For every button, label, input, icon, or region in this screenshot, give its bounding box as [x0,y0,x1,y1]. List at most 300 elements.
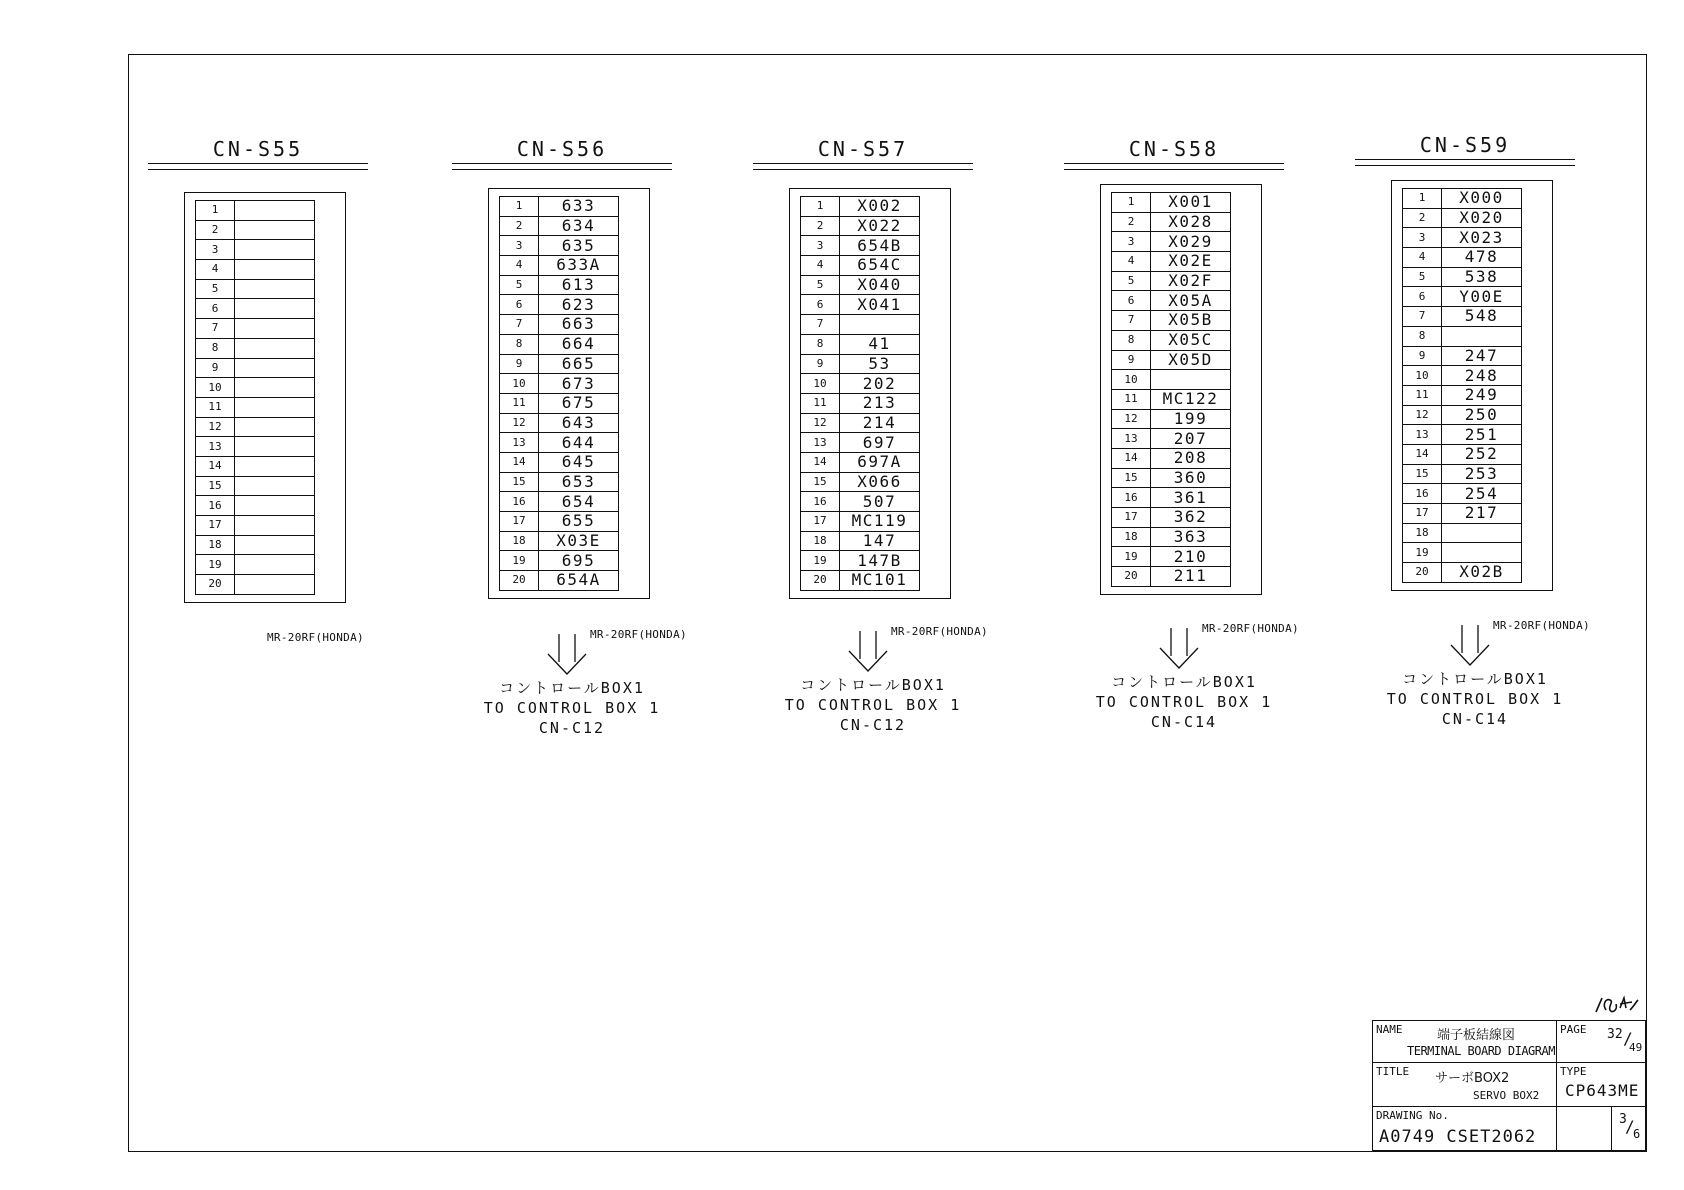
pin-row [801,256,920,276]
type-label: TYPE [1560,1065,1587,1078]
pin-number: 16 [1112,488,1151,508]
pin-box [1100,184,1262,595]
pin-row [196,555,315,575]
wire-label: X020 [1442,208,1522,228]
down-arrow-icon [547,634,589,676]
pin-row [196,516,315,536]
pin-row [500,295,619,315]
pin-box [184,192,346,603]
pin-number: 9 [196,358,235,378]
title-block [1372,1020,1646,1151]
down-arrow-icon [1450,625,1492,667]
pin-number: 3 [500,236,539,256]
wire-label: 199 [1151,409,1231,429]
pin-number: 20 [801,571,840,591]
pin-number: 10 [500,374,539,394]
pin-row [1112,193,1231,213]
pin-row [801,433,920,453]
pin-number: 8 [801,334,840,354]
destination-connector: CN-C14 [1150,713,1218,731]
wire-label: X02B [1442,563,1522,583]
pin-number: 15 [500,472,539,492]
pin-box [789,188,951,599]
pin-number: 8 [196,338,235,358]
pin-number: 10 [1403,366,1442,386]
pin-row [801,236,920,256]
pin-number: 5 [196,279,235,299]
pin-number: 18 [500,531,539,551]
connector-title: CN-S57 [817,137,909,161]
model-label: MR-20RF(HONDA) [1493,619,1590,632]
pin-row [801,216,920,236]
title-underline [1064,162,1284,170]
pin-row [1112,508,1231,528]
pin-number: 12 [1112,409,1151,429]
wire-label: 252 [1442,444,1522,464]
title-underline [148,162,368,170]
wire-label: X041 [840,295,920,315]
wire-label: 654A [539,571,619,591]
model-label: MR-20RF(HONDA) [891,625,988,638]
wire-label [235,476,315,496]
model-label: MR-20RF(HONDA) [267,631,364,644]
pin-number: 17 [1403,504,1442,524]
pin-row [196,319,315,339]
pin-table [1402,188,1522,583]
pin-table [1111,192,1231,587]
pin-number: 20 [1112,567,1151,587]
pin-row [500,334,619,354]
wire-label: 654B [840,236,920,256]
wire-label [235,535,315,555]
pin-row [196,358,315,378]
pin-row [1112,448,1231,468]
page-number: 32 [1607,1027,1623,1042]
wire-label: X02E [1151,252,1231,272]
pin-number: 5 [801,275,840,295]
destination-jp: コントロールBOX1 [1111,673,1257,691]
wire-label: 217 [1442,504,1522,524]
wire-label: 653 [539,472,619,492]
pin-row [1112,232,1231,252]
wire-label: 655 [539,512,619,532]
pin-row [1403,543,1522,563]
page-total: 49 [1629,1041,1643,1054]
wire-label [235,555,315,575]
pin-number: 2 [500,216,539,236]
title-jp: サーボBOX2 [1435,1071,1510,1086]
pin-row [801,354,920,374]
drawing-label: DRAWING No. [1376,1109,1449,1122]
wire-label: X05C [1151,330,1231,350]
wire-label: 635 [539,236,619,256]
pin-number: 7 [1403,307,1442,327]
pin-row [1112,429,1231,449]
page-label: PAGE [1560,1023,1587,1036]
pin-row [500,531,619,551]
pin-number: 3 [801,236,840,256]
pin-number: 4 [1112,252,1151,272]
wire-label: 211 [1151,567,1231,587]
pin-row [1403,346,1522,366]
pin-row [500,551,619,571]
wire-label: 623 [539,295,619,315]
wire-label: 507 [840,492,920,512]
pin-number: 4 [1403,248,1442,268]
pin-number: 9 [801,354,840,374]
pin-number: 12 [500,413,539,433]
pin-number: 4 [196,260,235,280]
destination-label [1074,672,1294,732]
wire-label: Y00E [1442,287,1522,307]
name-en: TERMINAL BOARD DIAGRAM [1407,1044,1555,1058]
name-jp: 端子板結線図 [1437,1028,1516,1043]
wire-label [235,299,315,319]
pin-row [1403,385,1522,405]
pin-number: 19 [801,551,840,571]
pin-row [196,279,315,299]
pin-row [196,338,315,358]
wire-label: X022 [840,216,920,236]
wire-label: X040 [840,275,920,295]
wire-label: 363 [1151,527,1231,547]
pin-row [801,413,920,433]
wire-label: 147 [840,531,920,551]
destination-jp: コントロールBOX1 [1402,670,1548,688]
pin-row [196,575,315,595]
destination-jp: コントロールBOX1 [499,679,645,697]
pin-number: 9 [1403,346,1442,366]
pin-number: 20 [1403,563,1442,583]
pin-number: 19 [1112,547,1151,567]
wire-label: 147B [840,551,920,571]
pin-number: 2 [801,216,840,236]
pin-row [500,374,619,394]
pin-number: 16 [500,492,539,512]
pin-row [196,260,315,280]
pin-row [1112,252,1231,272]
wire-label: X001 [1151,193,1231,213]
pin-row [801,275,920,295]
pin-number: 4 [500,256,539,276]
wire-label: X05D [1151,350,1231,370]
pin-row [1112,212,1231,232]
wire-label [1442,523,1522,543]
wire-label: 362 [1151,508,1231,528]
wire-label: 478 [1442,248,1522,268]
pin-row [801,472,920,492]
pin-row [1112,488,1231,508]
pin-row [196,496,315,516]
wire-label: X02F [1151,271,1231,291]
pin-row [801,374,920,394]
pin-row [1112,311,1231,331]
wire-label: 247 [1442,346,1522,366]
wire-label [235,240,315,260]
pin-number: 16 [801,492,840,512]
pin-number: 10 [196,378,235,398]
destination-en: TO CONTROL BOX 1 [1386,690,1564,708]
destination-en: TO CONTROL BOX 1 [1095,693,1273,711]
pin-number: 7 [801,315,840,335]
wire-label: X03E [539,531,619,551]
pin-row [1403,248,1522,268]
wire-label [235,437,315,457]
name-cell [1373,1021,1557,1063]
pin-row [500,197,619,217]
wire-label [235,319,315,339]
wire-label [1442,326,1522,346]
drawing-number-cell [1373,1107,1557,1150]
wire-label: X066 [840,472,920,492]
wire-label: 697 [840,433,920,453]
pin-number: 5 [1112,271,1151,291]
pin-number: 19 [1403,543,1442,563]
wire-label [235,378,315,398]
wire-label: 250 [1442,405,1522,425]
pin-number: 2 [1403,208,1442,228]
wire-label [235,260,315,280]
pin-number: 1 [1403,189,1442,209]
pin-row [196,201,315,221]
pin-row [1403,444,1522,464]
connector-title: CN-S58 [1128,137,1220,161]
pin-number: 6 [500,295,539,315]
pin-row [1403,464,1522,484]
wire-label [235,279,315,299]
pin-row [801,295,920,315]
pin-number: 7 [500,315,539,335]
pin-row [1403,208,1522,228]
wire-label: 548 [1442,307,1522,327]
pin-row [1112,409,1231,429]
pin-number: 8 [1112,330,1151,350]
wire-label: 249 [1442,385,1522,405]
down-arrow-icon [1159,628,1201,670]
pin-row [196,397,315,417]
title-label: TITLE [1376,1065,1410,1078]
pin-number: 11 [1112,389,1151,409]
destination-connector: CN-C14 [1441,710,1509,728]
pin-row [196,220,315,240]
pin-row [1403,563,1522,583]
pin-number: 15 [196,476,235,496]
pin-table [499,196,619,591]
wire-label: X05B [1151,311,1231,331]
destination-en: TO CONTROL BOX 1 [784,696,962,714]
wire-label: X029 [1151,232,1231,252]
pin-row [801,571,920,591]
pin-row [1112,527,1231,547]
pin-number: 14 [500,452,539,472]
pin-row [196,299,315,319]
connector-title: CN-S55 [212,137,304,161]
pin-number: 1 [196,201,235,221]
type-cell [1557,1063,1645,1107]
pin-number: 8 [500,334,539,354]
pin-number: 6 [1112,291,1151,311]
pin-row [1112,547,1231,567]
connector-cn-s57 [753,136,973,590]
connector-title: CN-S59 [1419,133,1511,157]
connector-title: CN-S56 [516,137,608,161]
pin-number: 7 [1112,311,1151,331]
pin-number: 17 [500,512,539,532]
pin-number: 8 [1403,326,1442,346]
wire-label: 665 [539,354,619,374]
title-underline [452,162,672,170]
wire-label: 53 [840,354,920,374]
destination-label [462,678,682,738]
pin-number: 12 [1403,405,1442,425]
wire-label: MC101 [840,571,920,591]
pin-row [500,452,619,472]
wire-label: 613 [539,275,619,295]
pin-row [1403,287,1522,307]
pin-row [801,492,920,512]
pin-number: 18 [801,531,840,551]
wire-label: 654 [539,492,619,512]
destination-jp: コントロールBOX1 [800,676,946,694]
wire-label: 214 [840,413,920,433]
handwritten-note [1592,990,1640,1018]
pin-row [1403,425,1522,445]
pin-row [1112,291,1231,311]
connector-cn-s55 [148,136,368,591]
wire-label [235,456,315,476]
pin-number: 6 [196,299,235,319]
pin-row [1403,366,1522,386]
pin-number: 14 [196,456,235,476]
pin-row [500,315,619,335]
pin-row [500,236,619,256]
pin-row [196,456,315,476]
pin-row [801,315,920,335]
wire-label [235,220,315,240]
destination-en: TO CONTROL BOX 1 [483,699,661,717]
pin-number: 18 [1112,527,1151,547]
wire-label: 361 [1151,488,1231,508]
wire-label: 675 [539,393,619,413]
pin-row [500,275,619,295]
pin-number: 10 [1112,370,1151,390]
pin-number: 5 [500,275,539,295]
destination-connector: CN-C12 [538,719,606,737]
pin-row [1403,484,1522,504]
pin-row [1112,567,1231,587]
wire-label [840,315,920,335]
wire-label: 210 [1151,547,1231,567]
pin-row [196,437,315,457]
pin-number: 3 [1403,228,1442,248]
connector-cn-s59 [1355,133,1575,582]
pin-number: 4 [801,256,840,276]
wire-label: 697A [840,452,920,472]
wire-label: 633 [539,197,619,217]
pin-number: 14 [1403,444,1442,464]
destination-label [1365,669,1585,729]
model-label: MR-20RF(HONDA) [1202,622,1299,635]
pin-box [1391,180,1553,591]
page-cell: PAGE 32 / 49 [1557,1021,1645,1063]
pin-row [1403,267,1522,287]
pin-number: 11 [500,393,539,413]
wire-label: X05A [1151,291,1231,311]
destination-label [763,675,983,735]
pin-row [1112,389,1231,409]
wire-label [235,516,315,536]
wire-label: 633A [539,256,619,276]
name-label: NAME [1376,1023,1403,1036]
pin-row [1112,271,1231,291]
wire-label: MC119 [840,512,920,532]
pin-number: 17 [801,512,840,532]
pin-row [1112,350,1231,370]
pin-number: 2 [1112,212,1151,232]
pin-row [1112,330,1231,350]
pin-number: 20 [500,571,539,591]
pin-number: 1 [1112,193,1151,213]
pin-number: 9 [500,354,539,374]
drawing-number: A0749 CSET2062 [1379,1127,1537,1147]
wire-label: 202 [840,374,920,394]
pin-row [801,197,920,217]
wire-label: 673 [539,374,619,394]
wire-label: 663 [539,315,619,335]
wire-label: 248 [1442,366,1522,386]
pin-row [196,240,315,260]
pin-number: 5 [1403,267,1442,287]
pin-number: 17 [196,516,235,536]
pin-number: 18 [196,535,235,555]
pin-number: 3 [1112,232,1151,252]
wire-label: X028 [1151,212,1231,232]
pin-row [196,378,315,398]
pin-number: 14 [1112,448,1151,468]
pin-number: 11 [1403,385,1442,405]
connector-cn-s58 [1064,136,1284,586]
sheet-number: 3 [1619,1112,1627,1127]
type-value: CP643ME [1565,1081,1640,1100]
pin-number: 15 [1112,468,1151,488]
pin-number: 13 [500,433,539,453]
pin-number: 11 [196,397,235,417]
pin-row [500,433,619,453]
pin-number: 3 [196,240,235,260]
destination-connector: CN-C12 [839,716,907,734]
pin-row [1403,189,1522,209]
pin-number: 13 [801,433,840,453]
pin-row [801,551,920,571]
wire-label: 253 [1442,464,1522,484]
pin-number: 20 [196,575,235,595]
pin-number: 14 [801,452,840,472]
pin-number: 12 [196,417,235,437]
wire-label [235,496,315,516]
pin-number: 12 [801,413,840,433]
wire-label: X023 [1442,228,1522,248]
wire-label: 664 [539,334,619,354]
pin-number: 15 [1403,464,1442,484]
title-underline [1355,158,1575,166]
connector-cn-s56 [452,136,672,590]
sheet-cell: 3 / 6 [1557,1107,1645,1150]
title-cell [1373,1063,1557,1107]
pin-number: 19 [500,551,539,571]
pin-row [801,334,920,354]
wire-label: 645 [539,452,619,472]
pin-row [500,492,619,512]
